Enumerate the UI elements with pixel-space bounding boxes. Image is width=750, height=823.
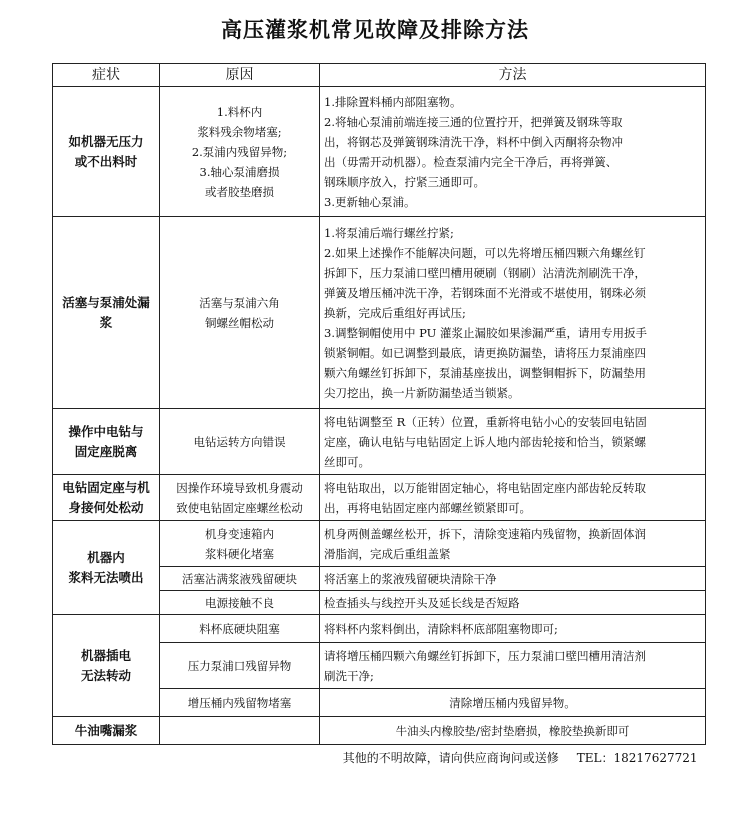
header-cause: 原因 <box>160 64 320 87</box>
table-row <box>53 217 706 409</box>
table-row <box>53 409 706 475</box>
symptom-line: 身接何处松动 <box>68 499 144 515</box>
cause-line: 浆料残余物堵塞; <box>197 124 282 139</box>
method-line: 清除增压桶内残留异物。 <box>449 695 576 710</box>
method-line: 将料杯内浆料倒出，清除料杯底部阻塞物即可; <box>324 621 558 636</box>
cause-cell <box>160 87 320 217</box>
cause-cell <box>160 567 320 591</box>
method-line: 刷洗干净; <box>324 668 374 683</box>
method-line: 钢珠顺序放入，拧紧三通即可。 <box>324 174 485 189</box>
table-row <box>53 475 706 521</box>
method-cell <box>320 567 706 591</box>
cause-cell <box>160 643 320 689</box>
cause-line: 电钻运转方向错误 <box>193 434 286 449</box>
method-cell <box>320 689 706 717</box>
method-line: 出，将钢芯及弹簧钢珠清洗干净，料杯中倒入丙酮将杂物冲 <box>324 134 623 149</box>
table-row <box>53 717 706 745</box>
cause-line: 压力泵浦口残留异物 <box>187 658 292 673</box>
method-line: 尖刀挖出，换一片新防漏垫适当锁紧。 <box>324 385 520 400</box>
cause-cell <box>160 475 320 521</box>
method-line: 3.更新轴心泵浦。 <box>324 194 416 209</box>
method-cell <box>320 591 706 615</box>
method-line: 锁紧铜帽。如已调整到最底，请更换防漏垫，请将压力泵浦座四 <box>324 345 646 360</box>
method-line: 3.调整铜帽使用中 PU 灌浆止漏胶如果渗漏严重，请用专用扳手 <box>324 325 648 340</box>
cause-line: 因操作环境导致机身震动 <box>176 480 303 495</box>
method-line: 颗六角螺丝钉拆卸下，泵浦基座拔出，调整铜帽拆下，防漏垫用 <box>324 365 646 380</box>
method-cell <box>320 615 706 643</box>
header-symptom: 症状 <box>53 64 160 87</box>
page-title: 高压灌浆机常见故障及排除方法 <box>221 17 529 42</box>
footer-cell <box>53 745 706 772</box>
cause-cell <box>160 615 320 643</box>
cause-line: 或者胶垫磨损 <box>205 184 274 199</box>
method-line: 出，再将电钻固定座内部螺丝锁紧即可。 <box>324 500 531 515</box>
header-method: 方法 <box>320 64 706 87</box>
method-line: 1.排除置料桶内部阻塞物。 <box>324 94 462 109</box>
symptom-line: 固定座脱离 <box>74 443 138 459</box>
method-line: 2.将轴心泵浦前端连接三通的位置拧开，把弹簧及钢珠等取 <box>324 114 623 129</box>
method-line: 机身两侧盖螺丝松开，拆下，清除变速箱内残留物，换新固体润 <box>324 526 646 541</box>
method-line: 牛油头内橡胶垫/密封垫磨损，橡胶垫换新即可 <box>395 723 630 738</box>
method-line: 2.如果上述操作不能解决问题，可以先将增压桶四颗六角螺丝钉 <box>324 245 646 260</box>
symptom-cell <box>53 87 160 217</box>
symptom-cell <box>53 521 160 615</box>
cause-line: 1.料杯内 <box>216 104 263 119</box>
symptom-line: 无法转动 <box>80 667 131 683</box>
method-line: 检查插头与线控开头及延长线是否短路 <box>324 595 520 610</box>
method-cell <box>320 521 706 567</box>
table-row <box>53 521 706 567</box>
symptom-line: 浆料无法喷出 <box>68 569 144 585</box>
method-cell <box>320 87 706 217</box>
cause-line: 铜螺丝帽松动 <box>205 315 274 330</box>
method-line: 出（毋需开动机器）。检查泵浦内完全干净后，再将弹簧、 <box>324 154 618 169</box>
method-cell <box>320 717 706 745</box>
symptom-line: 浆 <box>99 314 113 330</box>
cause-line: 增压桶内残留物堵塞 <box>187 695 292 710</box>
symptom-line: 电钻固定座与机 <box>62 479 150 495</box>
cause-line: 2.泵浦内残留异物; <box>191 144 288 159</box>
method-line: 丝即可。 <box>324 454 370 469</box>
table-row <box>53 615 706 643</box>
method-line: 1.将泵浦后端行螺丝拧紧; <box>324 225 454 240</box>
cause-line: 3.轴心泵浦磨损 <box>199 164 280 179</box>
symptom-line: 机器内 <box>87 549 125 565</box>
cause-line: 浆料硬化堵塞 <box>205 546 274 561</box>
symptom-cell <box>53 615 160 717</box>
cause-line: 活塞沾满浆液残留硬块 <box>182 571 297 586</box>
symptom-line: 活塞与泵浦处漏 <box>62 294 150 310</box>
cause-cell <box>160 717 320 745</box>
cause-line: 致使电钻固定座螺丝松动 <box>176 500 303 515</box>
method-line: 将活塞上的浆液残留硬块清除干净 <box>324 571 497 586</box>
cause-cell <box>160 521 320 567</box>
cause-cell <box>160 409 320 475</box>
method-line: 拆卸下，压力泵浦口壁凹槽用硬刷（钢刷）沾清洗剂刷洗干净， <box>324 265 646 280</box>
symptom-cell <box>53 475 160 521</box>
method-cell <box>320 643 706 689</box>
symptom-cell <box>53 217 160 409</box>
cause-line: 料杯底硬块阻塞 <box>199 621 280 636</box>
cause-cell <box>160 217 320 409</box>
footer-tel: TEL：18217627721 <box>576 751 698 765</box>
symptom-line: 如机器无压力 <box>68 133 144 149</box>
method-line: 定座，确认电钻与电钻固定上诉人地内部齿轮接和恰当，锁紧螺 <box>324 434 646 449</box>
symptom-line: 牛油嘴漏浆 <box>74 722 138 738</box>
cause-cell <box>160 689 320 717</box>
symptom-cell <box>53 409 160 475</box>
cause-cell <box>160 591 320 615</box>
table-row <box>53 87 706 217</box>
cause-line: 机身变速箱内 <box>205 526 274 541</box>
footer-note: 其他的不明故障，请向供应商询问或送修 <box>342 751 559 765</box>
method-line: 将电钻取出，以万能钳固定轴心，将电钻固定座内部齿轮反转取 <box>324 480 646 495</box>
method-cell <box>320 475 706 521</box>
method-line: 请将增压桶四颗六角螺丝钉拆卸下，压力泵浦口壁凹槽用清洁剂 <box>324 648 646 663</box>
method-line: 将电钻调整至 R（正转）位置，重新将电钻小心的安装回电钻固 <box>324 414 647 429</box>
symptom-cell <box>53 717 160 745</box>
method-cell <box>320 409 706 475</box>
method-line: 滑脂润，完成后重组盖紧 <box>324 546 451 561</box>
symptom-line: 机器插电 <box>80 647 131 663</box>
cause-line: 电源接触不良 <box>205 595 274 610</box>
method-line: 弹簧及增压桶冲洗干净，若钢珠面不光滑或不堪使用，钢珠必须 <box>324 285 646 300</box>
symptom-line: 操作中电钻与 <box>68 423 144 439</box>
fault-table <box>52 63 706 771</box>
method-cell <box>320 217 706 409</box>
symptom-line: 或不出料时 <box>74 153 138 169</box>
cause-line: 活塞与泵浦六角 <box>199 295 280 310</box>
footer-row <box>53 745 706 772</box>
method-line: 换新，完成后重组好再试压; <box>324 305 466 320</box>
table-header-row <box>53 64 706 87</box>
